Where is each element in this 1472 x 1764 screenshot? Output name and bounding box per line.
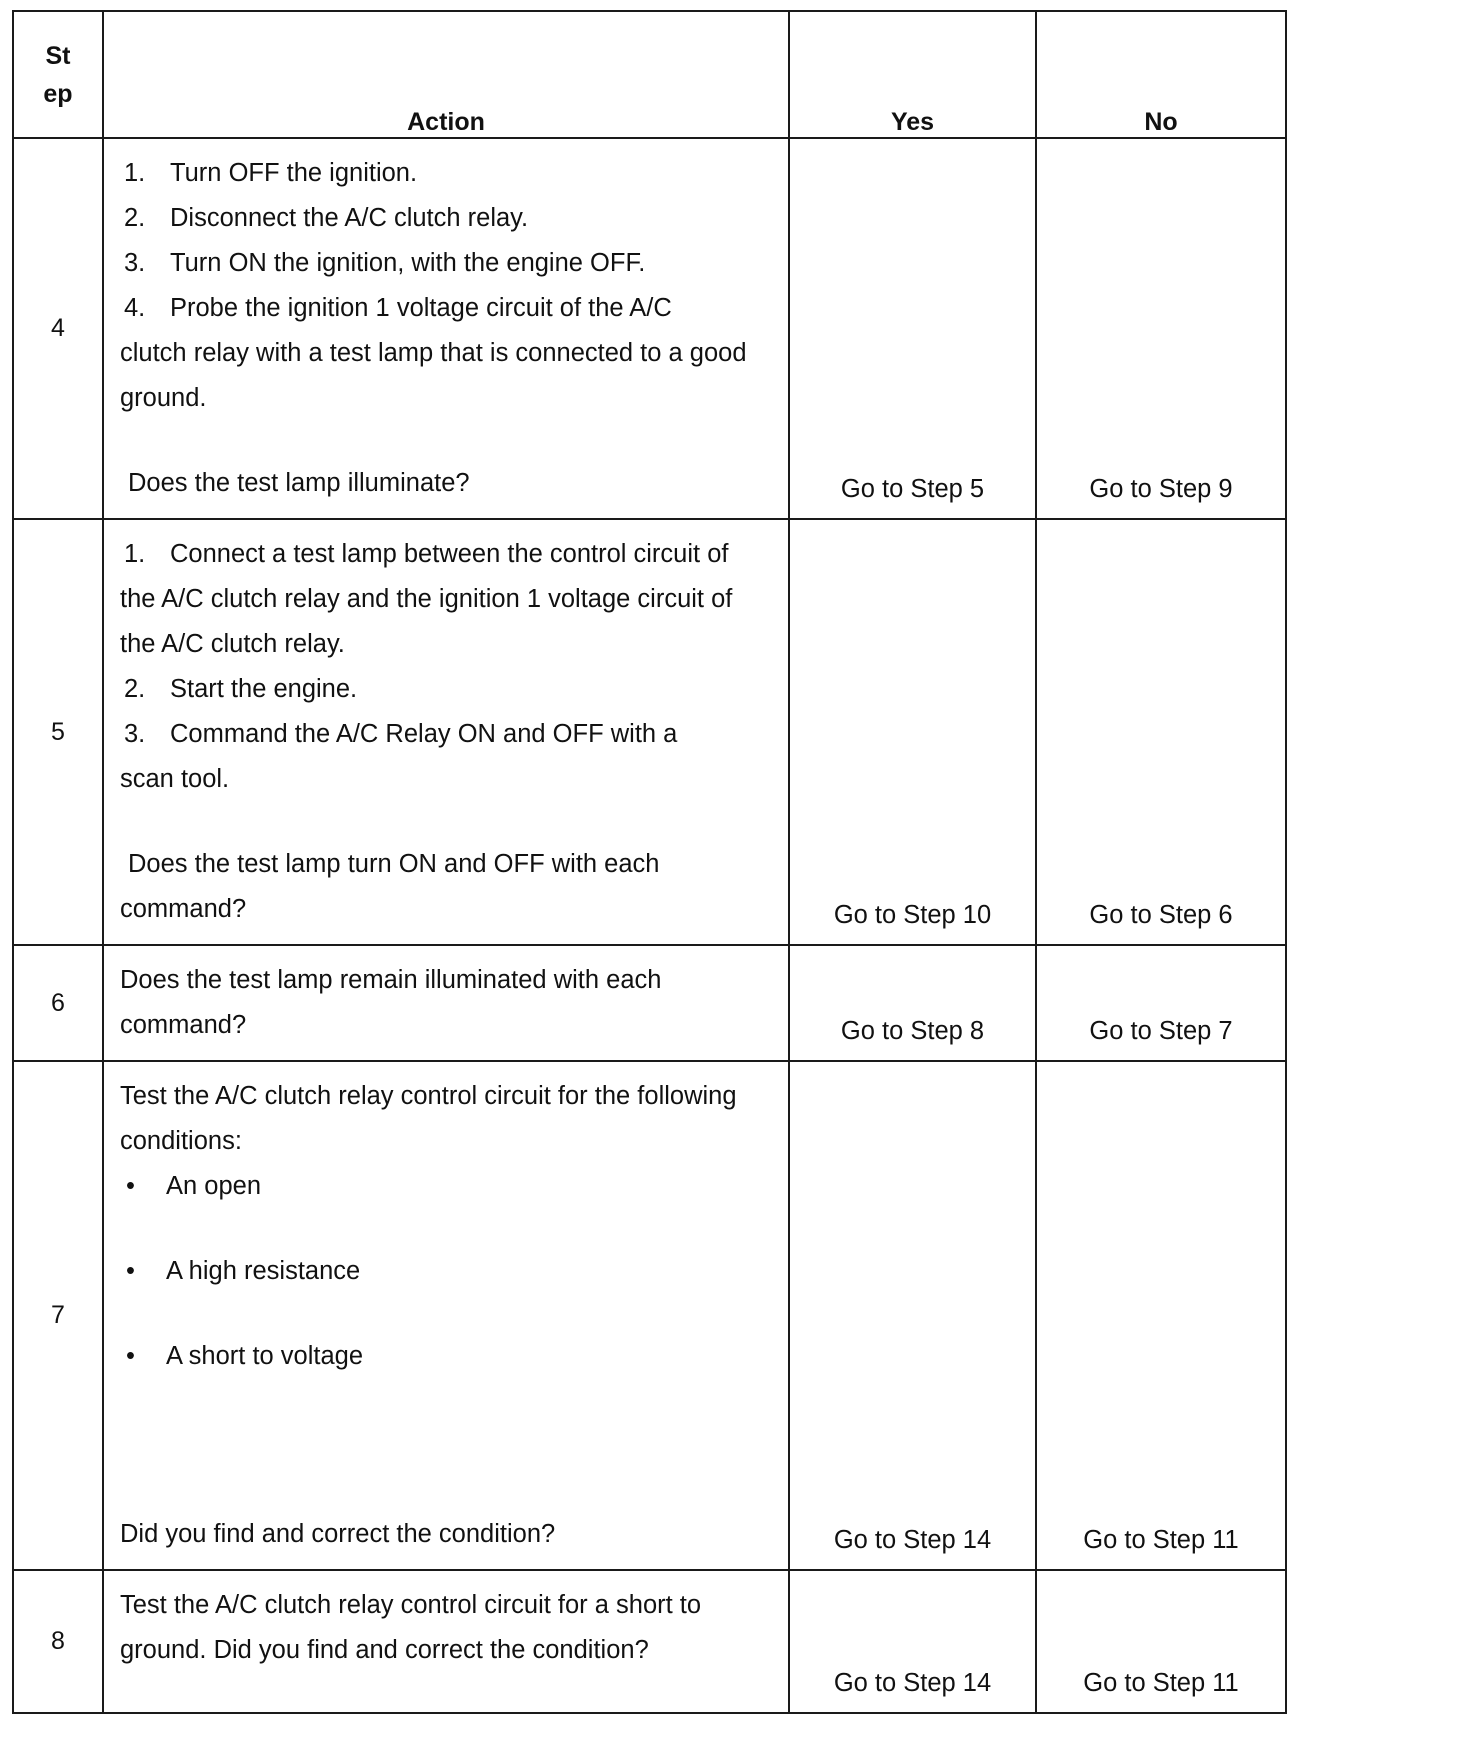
action-line: Test the A/C clutch relay control circuit for the following [120, 1082, 737, 1110]
bullet-item [120, 1249, 768, 1294]
action-line: Test the A/C clutch relay control circuit for a short to [120, 1591, 702, 1619]
action-line [120, 712, 768, 757]
action-line: ground. [120, 384, 207, 412]
step-header-line1: St [45, 41, 71, 70]
yes-header: Yes [789, 11, 1036, 138]
bullet-text: A high resistance [166, 1257, 361, 1285]
table-row [13, 1570, 1286, 1713]
yes-result: Go to Step 8 [789, 945, 1036, 1061]
item-number: 3. [124, 720, 146, 748]
item-number: 2. [124, 675, 146, 703]
action-line: the A/C clutch relay and the ignition 1 voltage circuit of [120, 585, 733, 613]
bullet-text: An open [166, 1172, 262, 1200]
item-text: Turn ON the ignition, with the engine OFF. [170, 249, 646, 277]
no-result: Go to Step 6 [1036, 519, 1286, 945]
spacer [120, 1379, 768, 1512]
yes-result: Go to Step 10 [789, 519, 1036, 945]
action-header: Action [103, 11, 789, 138]
no-result: Go to Step 11 [1036, 1570, 1286, 1713]
action-line: command? [120, 1011, 247, 1039]
question-text: Did you find and correct the condition? [120, 1520, 556, 1548]
step-header-line2: ep [43, 79, 73, 108]
bullet-item [120, 1164, 768, 1209]
spacer [120, 421, 768, 461]
bullet-item [120, 1334, 768, 1379]
action-line [120, 196, 768, 241]
step-number: 6 [13, 945, 103, 1061]
step-number: 8 [13, 1570, 103, 1713]
question-text: Does the test lamp illuminate? [128, 469, 470, 497]
diagnostic-table [12, 10, 1287, 1714]
no-result: Go to Step 11 [1036, 1061, 1286, 1570]
table-row [13, 519, 1286, 945]
table-row [13, 1061, 1286, 1570]
item-number: 3. [124, 249, 146, 277]
action-cell [103, 1570, 789, 1713]
item-text: Turn OFF the ignition. [170, 159, 418, 187]
action-line: ground. Did you find and correct the condition? [120, 1636, 649, 1664]
action-line: Does the test lamp remain illuminated with each [120, 966, 662, 994]
spacer [120, 1209, 768, 1249]
action-line: conditions: [120, 1127, 242, 1155]
action-line [120, 667, 768, 712]
step-number: 5 [13, 519, 103, 945]
action-line [120, 151, 768, 196]
item-number: 1. [124, 159, 146, 187]
no-result: Go to Step 7 [1036, 945, 1286, 1061]
item-number: 2. [124, 204, 146, 232]
item-text: Connect a test lamp between the control circuit of [170, 540, 729, 568]
step-header [13, 11, 103, 138]
header-row [13, 11, 1286, 138]
item-text: Disconnect the A/C clutch relay. [170, 204, 529, 232]
action-cell [103, 519, 789, 945]
item-text: Command the A/C Relay ON and OFF with a [170, 720, 678, 748]
table-row [13, 138, 1286, 519]
question-text: Does the test lamp turn ON and OFF with each [128, 850, 660, 878]
item-number: 1. [124, 540, 146, 568]
yes-result: Go to Step 14 [789, 1570, 1036, 1713]
action-line: the A/C clutch relay. [120, 630, 345, 658]
item-text: Start the engine. [170, 675, 358, 703]
action-cell [103, 138, 789, 519]
question-text: command? [120, 895, 247, 923]
step-number: 4 [13, 138, 103, 519]
item-number: 4. [124, 294, 146, 322]
yes-result: Go to Step 14 [789, 1061, 1036, 1570]
action-line [120, 532, 768, 577]
table-row [13, 945, 1286, 1061]
action-line [120, 286, 768, 331]
bullet-icon: • [126, 1172, 135, 1200]
action-line [120, 241, 768, 286]
spacer [120, 1294, 768, 1334]
action-cell [103, 945, 789, 1061]
item-text: Probe the ignition 1 voltage circuit of the A/C [170, 294, 672, 322]
no-result: Go to Step 9 [1036, 138, 1286, 519]
spacer [120, 802, 768, 842]
bullet-icon: • [126, 1257, 135, 1285]
bullet-text: A short to voltage [166, 1342, 364, 1370]
action-line: clutch relay with a test lamp that is connected to a good [120, 339, 747, 367]
step-number: 7 [13, 1061, 103, 1570]
yes-result: Go to Step 5 [789, 138, 1036, 519]
bullet-icon: • [126, 1342, 135, 1370]
no-header: No [1036, 11, 1286, 138]
action-line: scan tool. [120, 765, 230, 793]
action-cell [103, 1061, 789, 1570]
